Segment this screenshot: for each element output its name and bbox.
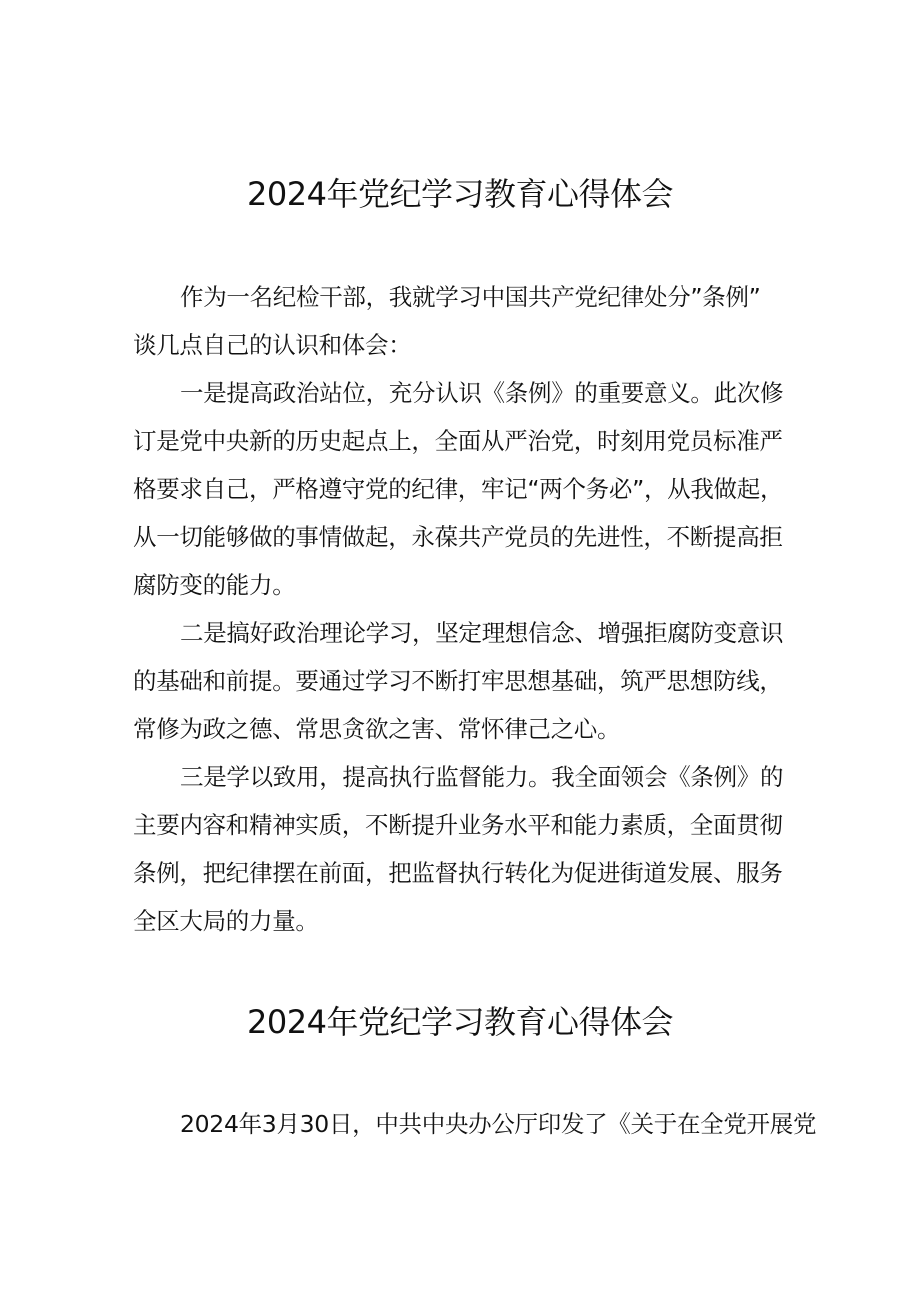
second-intro-paragraph: [133, 1100, 817, 1148]
paragraph-line: 全区大局的力量。: [133, 907, 319, 935]
paragraph-line: 的基础和前提。要通过学习不断打牢思想基础，筑严思想防线，: [133, 667, 783, 695]
paragraph-line: 从一切能够做的事情做起，永葆共产党员的先进性，不断提高拒: [133, 523, 783, 551]
paragraph-line: 二是搞好政治理论学习，坚定理想信念、增强拒腐防变意识: [180, 619, 784, 647]
paragraph-line: 谈几点自己的认识和体会：: [133, 331, 412, 359]
point-three-paragraph: [133, 753, 793, 945]
paragraph-line: 常修为政之德、常思贪欲之害、常怀律己之心。: [133, 715, 621, 743]
paragraph-line: 格要求自己，严格遵守党的纪律，牢记“两个务必”，从我做起，: [133, 475, 784, 503]
second-document-title: 2024年党纪学习教育心得体会: [247, 1003, 673, 1041]
paragraph-line: 订是党中央新的历史起点上，全面从严治党，时刻用党员标准严: [133, 427, 783, 455]
paragraph-line: 一是提高政治站位，充分认识《条例》的重要意义。此次修: [180, 379, 784, 407]
paragraph-line: 作为一名纪检干部，我就学习中国共产党纪律处分”条例”: [180, 283, 761, 311]
paragraph-line: 主要内容和精神实质，不断提升业务水平和能力素质，全面贯彻: [133, 811, 783, 839]
paragraph-line: 2024年3月30日，中共中央办公厅印发了《关于在全党开展党: [180, 1110, 817, 1138]
intro-paragraph: [133, 273, 793, 369]
paragraph-line: 腐防变的能力。: [133, 571, 296, 599]
paragraph-line: 条例，把纪律摆在前面，把监督执行转化为促进街道发展、服务: [133, 859, 783, 887]
paragraph-line: 三是学以致用，提高执行监督能力。我全面领会《条例》的: [180, 763, 784, 791]
point-two-paragraph: [133, 609, 793, 753]
point-one-paragraph: [133, 369, 793, 609]
document-title: 2024年党纪学习教育心得体会: [247, 175, 673, 213]
